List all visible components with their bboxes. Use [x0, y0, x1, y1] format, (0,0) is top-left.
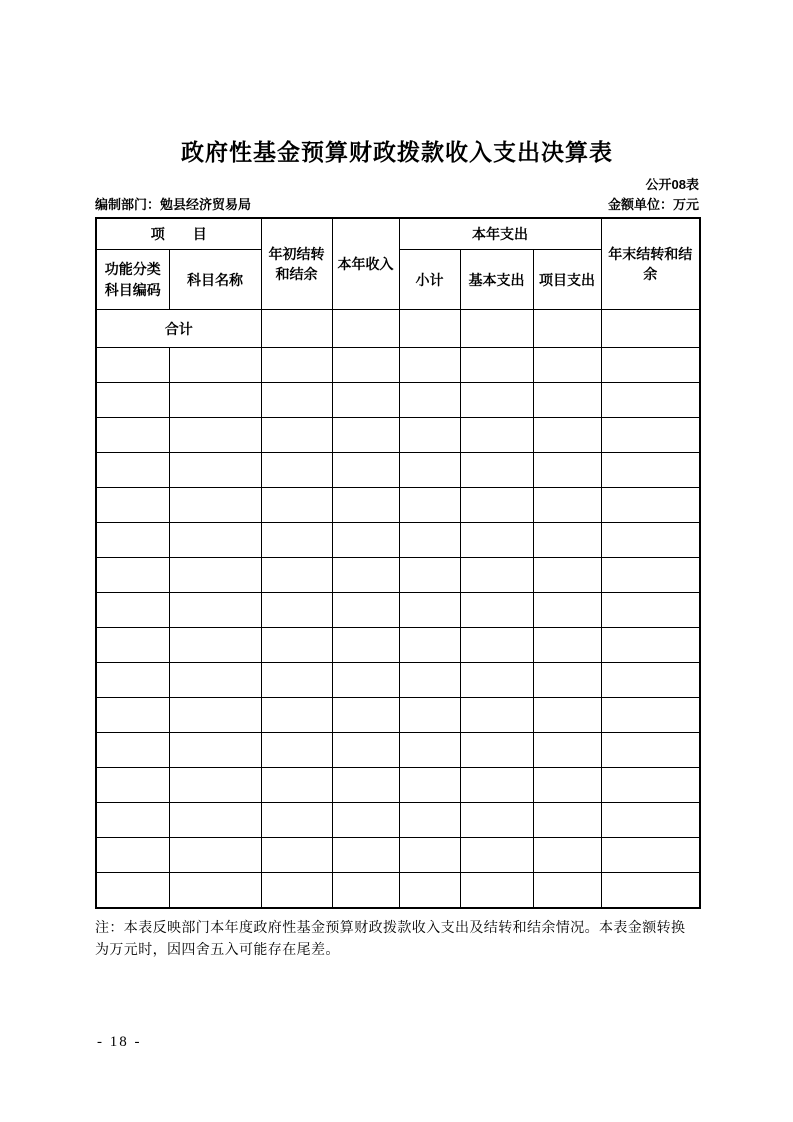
empty-cell	[169, 348, 261, 383]
empty-cell	[533, 418, 601, 453]
empty-cell	[332, 453, 399, 488]
empty-cell	[96, 698, 169, 733]
empty-cell	[601, 628, 700, 663]
empty-cell	[169, 418, 261, 453]
empty-cell	[399, 803, 460, 838]
empty-cell	[460, 873, 533, 908]
empty-cell	[96, 383, 169, 418]
empty-cell	[460, 453, 533, 488]
empty-cell	[332, 698, 399, 733]
table-row	[96, 453, 700, 488]
empty-cell	[533, 310, 601, 348]
empty-cell	[169, 523, 261, 558]
total-label: 合计	[96, 310, 261, 348]
empty-cell	[332, 558, 399, 593]
empty-cell	[533, 838, 601, 873]
empty-cell	[460, 663, 533, 698]
header-subject-name: 科目名称	[169, 250, 261, 310]
meta-row	[95, 197, 699, 214]
empty-cell	[169, 873, 261, 908]
empty-cell	[96, 838, 169, 873]
empty-cell	[169, 768, 261, 803]
empty-cell	[261, 453, 332, 488]
empty-cell	[332, 523, 399, 558]
empty-cell	[399, 663, 460, 698]
empty-cell	[169, 663, 261, 698]
empty-cell	[399, 310, 460, 348]
empty-rows	[96, 348, 700, 908]
empty-cell	[261, 558, 332, 593]
empty-cell	[332, 803, 399, 838]
empty-cell	[601, 803, 700, 838]
empty-cell	[399, 593, 460, 628]
table-row	[96, 698, 700, 733]
header-begin-balance: 年初结转和结余	[261, 218, 332, 310]
empty-cell	[169, 628, 261, 663]
empty-cell	[460, 768, 533, 803]
empty-cell	[601, 768, 700, 803]
empty-cell	[261, 418, 332, 453]
empty-cell	[399, 768, 460, 803]
empty-cell	[169, 488, 261, 523]
table-row	[96, 803, 700, 838]
empty-cell	[332, 488, 399, 523]
empty-cell	[601, 453, 700, 488]
table-row	[96, 628, 700, 663]
empty-cell	[261, 488, 332, 523]
empty-cell	[533, 488, 601, 523]
total-row	[96, 310, 700, 348]
header-project-expense: 项目支出	[533, 250, 601, 310]
empty-cell	[533, 558, 601, 593]
empty-cell	[399, 873, 460, 908]
page-number: - 18 -	[97, 1034, 142, 1050]
empty-cell	[169, 453, 261, 488]
table-row	[96, 733, 700, 768]
empty-cell	[399, 523, 460, 558]
empty-cell	[169, 733, 261, 768]
header-basic-expense: 基本支出	[460, 250, 533, 310]
empty-cell	[96, 593, 169, 628]
table-row	[96, 558, 700, 593]
empty-cell	[601, 558, 700, 593]
empty-cell	[96, 873, 169, 908]
empty-cell	[460, 558, 533, 593]
empty-cell	[332, 873, 399, 908]
empty-cell	[332, 768, 399, 803]
empty-cell	[460, 418, 533, 453]
empty-cell	[96, 348, 169, 383]
table-row	[96, 663, 700, 698]
empty-cell	[460, 383, 533, 418]
header-row-1	[96, 218, 700, 250]
table-row	[96, 383, 700, 418]
empty-cell	[96, 803, 169, 838]
empty-cell	[460, 628, 533, 663]
empty-cell	[261, 383, 332, 418]
empty-cell	[169, 803, 261, 838]
empty-cell	[533, 383, 601, 418]
empty-cell	[460, 310, 533, 348]
table-row	[96, 768, 700, 803]
empty-cell	[601, 733, 700, 768]
empty-cell	[460, 523, 533, 558]
empty-cell	[332, 628, 399, 663]
empty-cell	[332, 593, 399, 628]
empty-cell	[332, 383, 399, 418]
empty-cell	[261, 348, 332, 383]
empty-cell	[399, 628, 460, 663]
empty-cell	[533, 733, 601, 768]
empty-cell	[460, 488, 533, 523]
table-row	[96, 873, 700, 908]
header-year-expense: 本年支出	[399, 218, 601, 250]
empty-cell	[261, 593, 332, 628]
empty-cell	[96, 768, 169, 803]
empty-cell	[96, 733, 169, 768]
empty-cell	[261, 768, 332, 803]
empty-cell	[399, 383, 460, 418]
empty-cell	[169, 558, 261, 593]
empty-cell	[533, 663, 601, 698]
table-row	[96, 348, 700, 383]
empty-cell	[533, 768, 601, 803]
header-project: 项 目	[96, 218, 261, 250]
unit-label: 金额单位：万元	[607, 196, 699, 212]
empty-cell	[601, 348, 700, 383]
empty-cell	[399, 348, 460, 383]
empty-cell	[96, 558, 169, 593]
empty-cell	[332, 733, 399, 768]
empty-cell	[399, 698, 460, 733]
empty-cell	[601, 698, 700, 733]
empty-cell	[399, 488, 460, 523]
empty-cell	[96, 628, 169, 663]
empty-cell	[460, 803, 533, 838]
empty-cell	[399, 838, 460, 873]
empty-cell	[261, 838, 332, 873]
empty-cell	[601, 523, 700, 558]
empty-cell	[399, 453, 460, 488]
empty-cell	[169, 698, 261, 733]
empty-cell	[533, 593, 601, 628]
empty-cell	[460, 348, 533, 383]
empty-cell	[169, 838, 261, 873]
table-code-label: 公开08表	[645, 176, 699, 192]
header-func-code: 功能分类科目编码	[96, 250, 169, 310]
empty-cell	[460, 698, 533, 733]
empty-cell	[533, 873, 601, 908]
table-row	[96, 593, 700, 628]
empty-cell	[261, 523, 332, 558]
table-row	[96, 488, 700, 523]
empty-cell	[533, 628, 601, 663]
empty-cell	[601, 383, 700, 418]
empty-cell	[601, 310, 700, 348]
empty-cell	[601, 488, 700, 523]
empty-cell	[96, 488, 169, 523]
page-title: 政府性基金预算财政拨款收入支出决算表	[181, 140, 613, 165]
empty-cell	[533, 698, 601, 733]
empty-cell	[261, 803, 332, 838]
empty-cell	[533, 453, 601, 488]
empty-cell	[96, 663, 169, 698]
empty-cell	[399, 418, 460, 453]
empty-cell	[533, 803, 601, 838]
empty-cell	[261, 663, 332, 698]
empty-cell	[332, 348, 399, 383]
empty-cell	[601, 873, 700, 908]
empty-cell	[332, 418, 399, 453]
empty-cell	[460, 593, 533, 628]
empty-cell	[399, 733, 460, 768]
table-row	[96, 418, 700, 453]
empty-cell	[96, 418, 169, 453]
header-subtotal: 小计	[399, 250, 460, 310]
empty-cell	[169, 593, 261, 628]
table-note: 注：本表反映部门本年度政府性基金预算财政拨款收入支出及结转和结余情况。本表金额转换为万元时，因四舍五入可能存在尾差。	[95, 920, 686, 959]
empty-cell	[601, 663, 700, 698]
empty-cell	[533, 523, 601, 558]
empty-cell	[332, 663, 399, 698]
empty-cell	[261, 310, 332, 348]
empty-cell	[399, 558, 460, 593]
document-content	[95, 138, 699, 963]
empty-cell	[533, 348, 601, 383]
empty-cell	[169, 383, 261, 418]
table-row	[96, 838, 700, 873]
header-end-balance: 年末结转和结余	[601, 218, 700, 310]
prepared-by-label: 编制部门：勉县经济贸易局	[95, 196, 252, 212]
empty-cell	[261, 698, 332, 733]
empty-cell	[601, 418, 700, 453]
empty-cell	[261, 628, 332, 663]
empty-cell	[332, 310, 399, 348]
empty-cell	[261, 733, 332, 768]
empty-cell	[96, 523, 169, 558]
table-row	[96, 523, 700, 558]
fund-budget-table	[95, 217, 701, 909]
empty-cell	[460, 733, 533, 768]
empty-cell	[460, 838, 533, 873]
header-year-income: 本年收入	[332, 218, 399, 310]
empty-cell	[332, 838, 399, 873]
empty-cell	[601, 593, 700, 628]
empty-cell	[601, 838, 700, 873]
empty-cell	[261, 873, 332, 908]
empty-cell	[96, 453, 169, 488]
